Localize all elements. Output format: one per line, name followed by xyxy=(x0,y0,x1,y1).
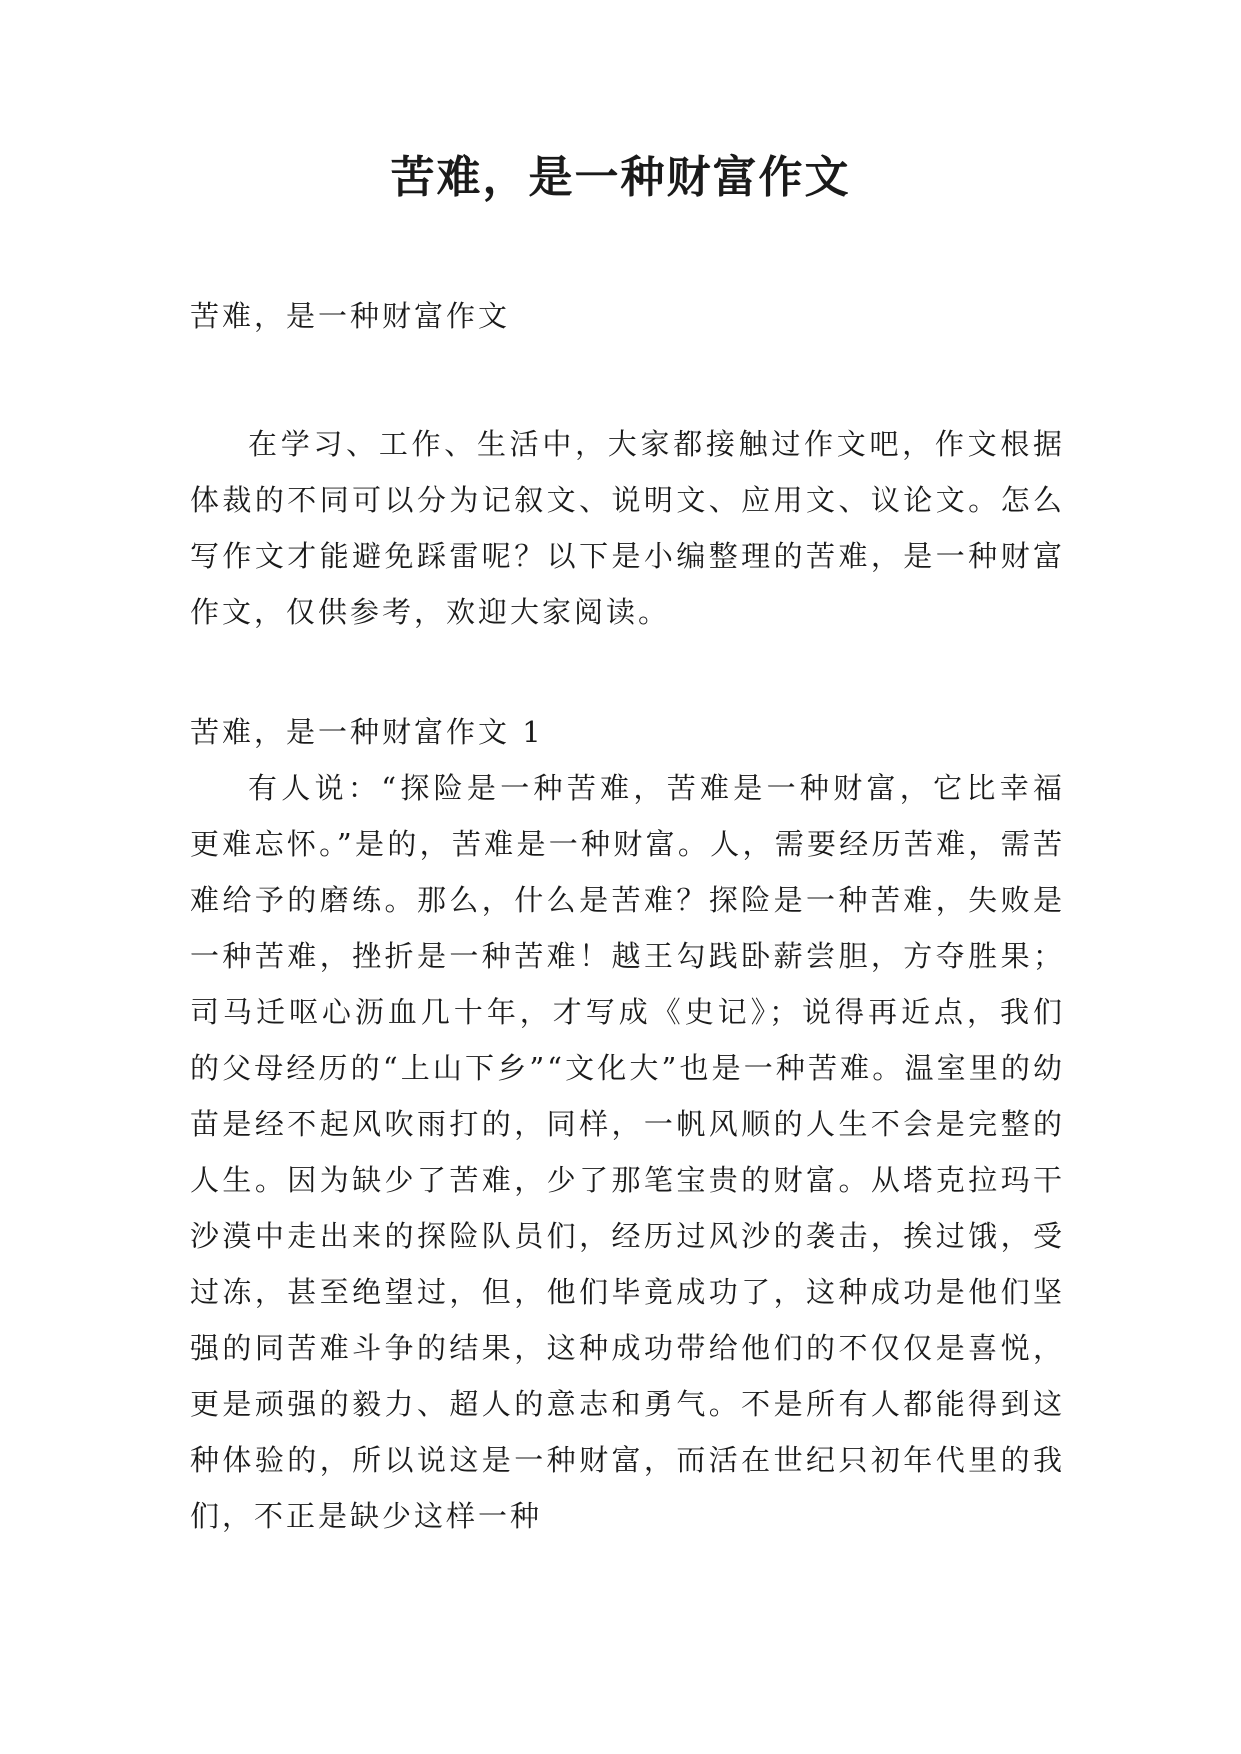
document-body xyxy=(190,288,1065,1544)
section-heading: 苦难，是一种财富作文 1 xyxy=(190,715,544,749)
document-title: 苦难，是一种财富作文 xyxy=(390,152,851,203)
section-paragraph: 有人说：“探险是一种苦难，苦难是一种财富，它比幸福更难忘怀。”是的，苦难是一种财富。人，需要经历苦难，需苦难给予的磨练。那么，什么是苦难？探险是一种苦难，失败是一种苦难，挫折是一种苦难！越王勾践卧薪尝胆，方夺胜果；司马迁呕心沥血几十年，才写成《史记》；说得再近点，我们的父母经历的“上山下乡”“文化大”也是一种苦难。温室里的幼苗是经不起风吹雨打的，同样，一帆风顺的人生不会是完整的人生。因为缺少了苦难，少了那笔宝贵的财富。从塔克拉玛干沙漠中走出来的探险队员们，经历过风沙的袭击，挨过饿，受过冻，甚至绝望过，但，他们毕竟成功了，这种成功是他们坚强的同苦难斗争的结果，这种成功带给他们的不仅仅是喜悦，更是顽强的毅力、超人的意志和勇气。不是所有人都能得到这种体验的，所以说这是一种财富，而活在世纪只初年代里的我们，不正是缺少这样一种 xyxy=(190,771,1065,1533)
spacer xyxy=(190,344,1065,416)
spacer xyxy=(190,640,1065,704)
document-subtitle: 苦难，是一种财富作文 xyxy=(190,299,511,333)
intro-paragraph: 在学习、工作、生活中，大家都接触过作文吧，作文根据体裁的不同可以分为记叙文、说明文、应用文、议论文。怎么写作文才能避免踩雷呢？以下是小编整理的苦难，是一种财富作文，仅供参考，欢迎大家阅读。 xyxy=(190,427,1065,629)
